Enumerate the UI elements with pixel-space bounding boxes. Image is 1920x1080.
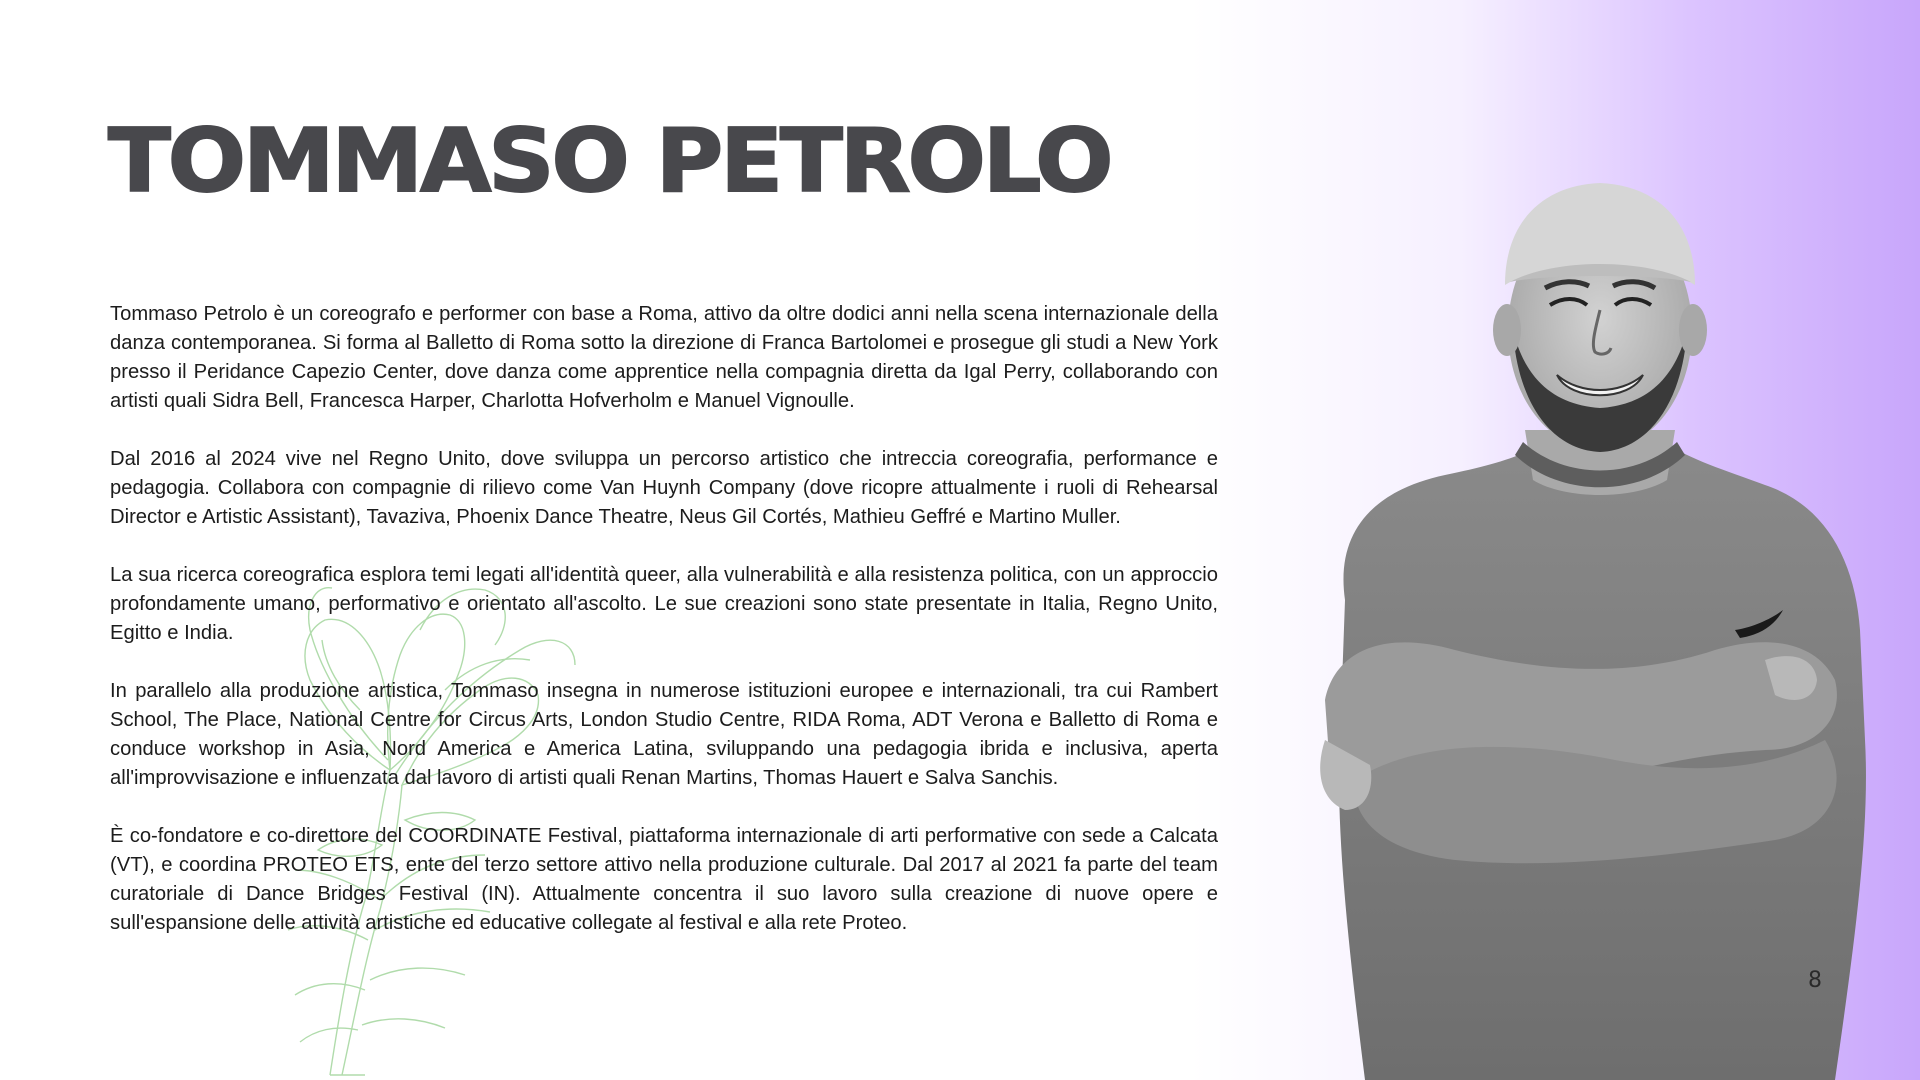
- bio-paragraph: È co-fondatore e co-direttore del COORDINATE Festival, piattaforma internazionale di arti performative con sede a Calcata (VT), e coordina PROTEO ETS, ente del terzo settore attivo nella produzione culturale. Dal 2017 al 2021 fa parte del team curatoriale di Dance Bridges Festival (IN). Attualmente concentra il suo lavoro sulla creazione di nuove opere e sull'espansione delle attività artistiche ed educative collegate al festival e alla rete Proteo.: [110, 825, 1218, 934]
- bio-paragraph: In parallelo alla produzione artistica, Tommaso insegna in numerose istituzioni europee e internazionali, tra cui Rambert School, The Place, National Centre for Circus Arts, London Studio Centre, RIDA Roma, ADT Verona e Balletto di Roma e conduce workshop in Asia, Nord America e America Latina, sviluppando una pedagogia ibrida e inclusiva, aperta all'improvvisazione e influenzata dal lavoro di artisti quali Renan Martins, Thomas Hauert e Salva Sanchis.: [110, 680, 1218, 789]
- bio-paragraph: Dal 2016 al 2024 vive nel Regno Unito, dove sviluppa un percorso artistico che intreccia coreografia, performance e pedagogia. Collabora con compagnie di rilievo come Van Huynh Company (dove ricopre attualmente i ruoli di Rehearsal Director e Artistic Assistant), Tavaziva, Phoenix Dance Theatre, Neus Gil Cortés, Mathieu Geffré e Martino Muller.: [110, 448, 1218, 528]
- page-number: 8: [1808, 968, 1822, 993]
- biography-text: [110, 300, 1218, 967]
- portrait-photo: [1295, 180, 1875, 1080]
- page-title: TOMMASO PETROLO: [108, 110, 1111, 213]
- bio-paragraph: La sua ricerca coreografica esplora temi legati all'identità queer, alla vulnerabilità e alla resistenza politica, con un approccio profondamente umano, performativo e orientato all'ascolto. Le sue creazioni sono state presentate in Italia, Regno Unito, Egitto e India.: [110, 564, 1218, 644]
- bio-paragraph: Tommaso Petrolo è un coreografo e performer con base a Roma, attivo da oltre dodici anni nella scena internazionale della danza contemporanea. Si forma al Balletto di Roma sotto la direzione di Franca Bartolomei e prosegue gli studi a New York presso il Peridance Capezio Center, dove danza come apprentice nella compagnia diretta da Igal Perry, collaborando con artisti quali Sidra Bell, Francesca Harper, Charlotta Hofverholm e Manuel Vignoulle.: [110, 303, 1218, 412]
